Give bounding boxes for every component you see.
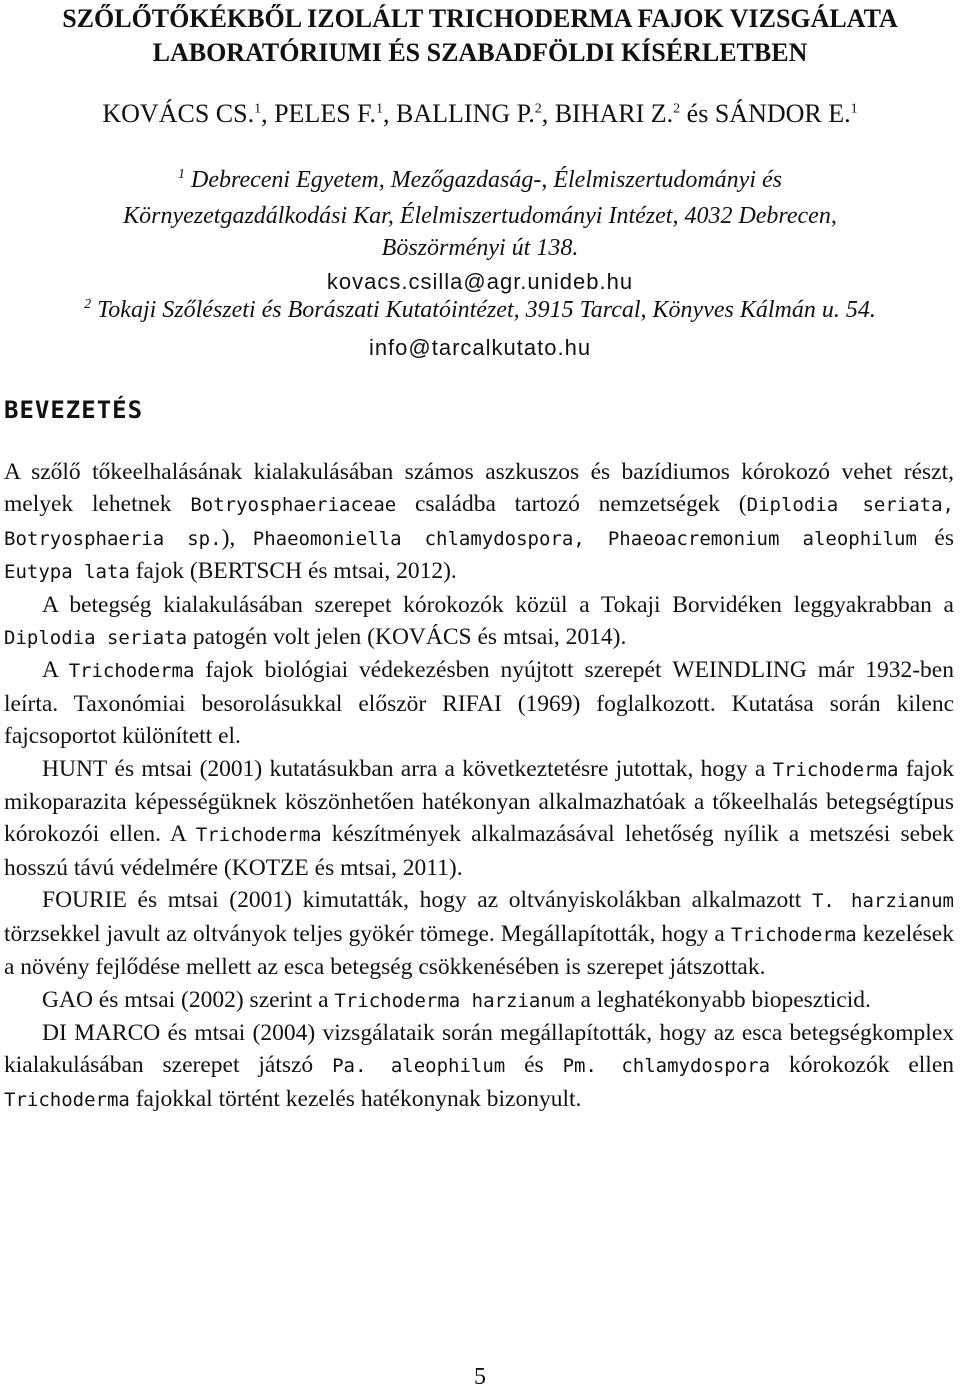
section-heading: BEVEZETÉS — [4, 396, 144, 424]
paragraph-7: DI MARCO és mtsai (2004) vizsgálataik során megállapították, hogy az esca betegségkomplex kialakulásában szerepet játszó Pa. aleophilum és Pm. chlamydospora kórokozók ellen Trichoderma fajokkal történt kezelés hatékonynak bizonyult. — [4, 1019, 955, 1112]
affiliation-1-email[interactable]: kovacs.csilla@agr.unideb.hu — [326, 269, 634, 294]
author-list: KOVÁCS CS.$^1$, PELES F.$^1$, BALLING P.$^2$, BIHARI Z.$^2$ és SÁNDOR E.$^1$ — [102, 99, 858, 128]
author-affiliation-mark: 2 — [673, 101, 681, 117]
paper-title-line-1: SZŐLŐTŐKÉKBŐL IZOLÁLT TRICHODERMA FAJOK VIZSGÁLATA — [62, 4, 898, 33]
author-affiliation-mark: 2 — [534, 101, 542, 117]
affiliation-1-line-2: Környezetgazdálkodási Kar, Élelmiszertudományi Intézet, 4032 Debrecen, — [123, 203, 837, 229]
paragraph-3: A Trichoderma fajok biológiai védekezésben nyújtott szerepét WEINDLING már 1932-ben leírta. Taxonómiai besorolásukkal először RIFAI (1969) foglalkozott. Kutatása során kilenc fajcsoportot különített el. — [4, 657, 954, 750]
page-number: 5 — [474, 1364, 486, 1390]
paragraph-4: HUNT és mtsai (2001) kutatásukban arra a következtetésre jutottak, hogy a Trichoderma fajok mikoparazita képességüknek köszönhetően hatékonyan alkalmazhatóak a tőkeelhalás betegségtípus kórokozói ellen. A Trichoderma készítmények alkalmazásával lehetőség nyílik a metszési sebek hosszú távú védelmére (KOTZE és mtsai, 2011). — [4, 755, 954, 881]
affiliation-2-email[interactable]: info@tarcalkutato.hu — [368, 335, 592, 360]
paragraph-1: A szőlő tőkeelhalásának kialakulásában számos aszkuszos és bazídiumos kórokozó vehet részt, melyek lehetnek Botryosphaeriaceae családba tartozó nemzetségek (Diplodia seriata, Botryosphaeria sp.), Phaeomoniella chlamydospora, Phaeoacremonium aleophilum és Eutypa lata fajok (BERTSCH és mtsai, 2012). — [4, 459, 955, 585]
affiliation-1-line-3: Böszörményi út 138. — [381, 235, 579, 261]
author-affiliation-mark: 1 — [376, 101, 384, 117]
paragraph-2: A betegség kialakulásában szerepet kórokozók közül a Tokaji Borvidéken leggyakrabban a Diplodia seriata patogén volt jelen (KOVÁCS és mtsai, 2014). — [4, 591, 954, 651]
author-name: BIHARI Z. — [554, 99, 674, 128]
author-name: BALLING P. — [396, 99, 535, 128]
author-affiliation-mark: 1 — [850, 101, 858, 117]
paragraph-5: FOURIE és mtsai (2001) kimutatták, hogy az oltványiskolákban alkalmazott T. harzianum törzsekkel javult az oltványok teljes gyökér tömege. Megállapították, hogy a Trichoderma kezelések a növény fejlődése mellett az esca betegség csökkenésében is szerepet játszottak. — [4, 887, 954, 981]
affiliation-2-line: $^2$ Tokaji Szőlészeti és Borászati Kutatóintézet, 3915 Tarcal, Könyves Kálmán u. 54. — [84, 297, 876, 323]
section-body — [4, 456, 954, 1116]
author-name: PELES F. — [274, 99, 377, 128]
paper-title-line-2: LABORATÓRIUMI ÉS SZABADFÖLDI KÍSÉRLETBEN — [152, 38, 808, 67]
author-name: KOVÁCS CS. — [102, 99, 255, 128]
author-name: SÁNDOR E. — [714, 99, 851, 128]
author-affiliation-mark: 1 — [254, 101, 262, 117]
affiliation-1-line-1: $^1$ Debreceni Egyetem, Mezőgazdaság-, Élelmiszertudományi és — [178, 167, 782, 193]
paragraph-6: GAO és mtsai (2002) szerint a Trichoderma harzianum a leghatékonyabb biopeszticid. — [42, 986, 871, 1013]
